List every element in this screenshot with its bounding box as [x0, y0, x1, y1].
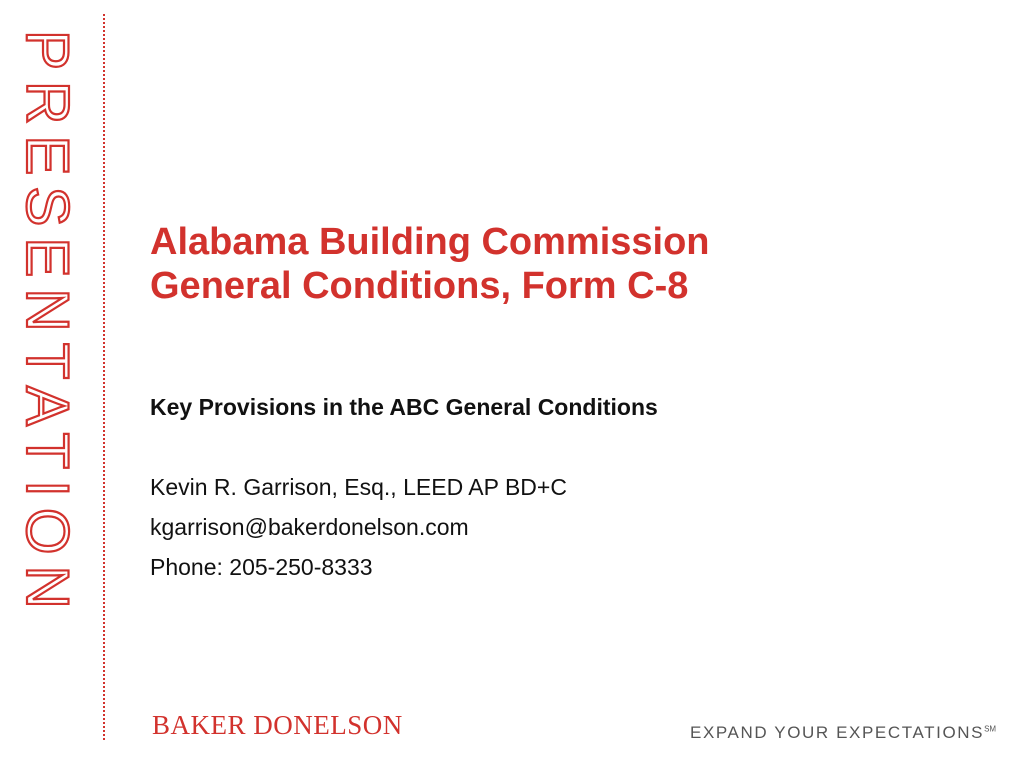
slide-title	[150, 220, 990, 308]
title-line-2: General Conditions, Form C-8	[150, 265, 689, 307]
title-line-1: Alabama Building Commission	[150, 221, 710, 263]
dotted-divider	[103, 14, 105, 740]
presenter-name: Kevin R. Garrison, Esq., LEED AP BD+C	[150, 474, 567, 500]
contact-block	[150, 467, 990, 587]
slide-subtitle: Key Provisions in the ABC General Conditions	[150, 394, 658, 420]
service-mark: SM	[984, 724, 997, 734]
slide-content	[150, 220, 990, 587]
tagline-text: EXPAND YOUR EXPECTATIONS	[690, 723, 985, 742]
presentation-banner	[0, 0, 100, 768]
presenter-phone: Phone: 205-250-8333	[150, 554, 373, 580]
brand-tagline	[690, 723, 996, 743]
presentation-banner-text: PRESENTATION	[14, 30, 81, 620]
presenter-email: kgarrison@bakerdonelson.com	[150, 514, 469, 540]
brand-logo: BAKER DONELSON	[152, 710, 403, 740]
